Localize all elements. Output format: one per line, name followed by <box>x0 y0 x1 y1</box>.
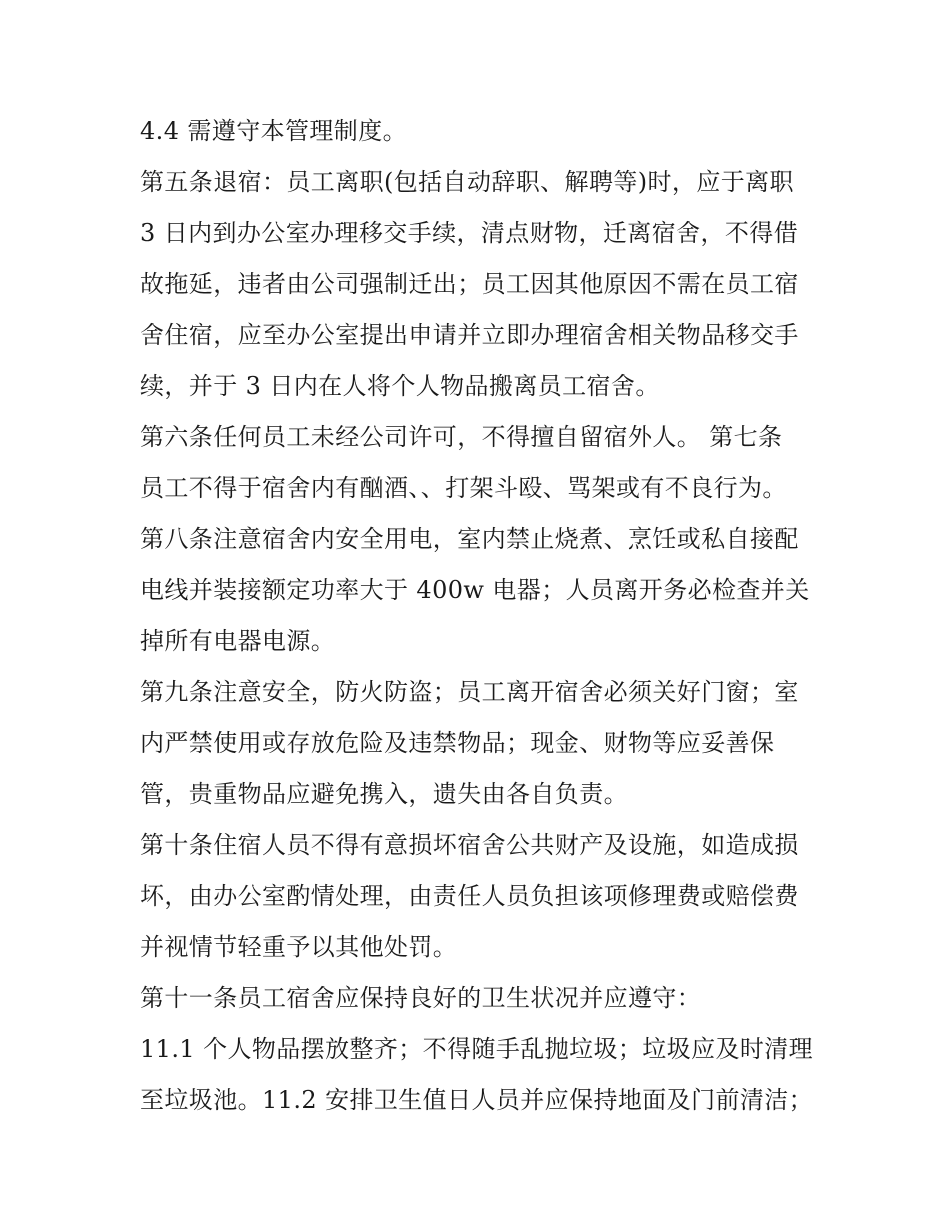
text-line-article-4-4: 4.4 需遵守本管理制度。 <box>140 117 407 145</box>
text-line: 并视情节轻重予以其他处罚。 <box>140 933 458 961</box>
text-line: 故拖延，违者由公司强制迁出；员工因其他原因不需在员工宿 <box>140 270 799 298</box>
text-line: 舍住宿，应至办公室提出申请并立即办理宿舍相关物品移交手 <box>140 321 799 349</box>
text-line: 坏，由办公室酌情处理，由责任人员负担该项修理费或赔偿费 <box>140 882 799 910</box>
text-line-article-11: 第十一条员工宿舍应保持良好的卫生状况并应遵守： <box>140 984 702 1012</box>
text-line: 续，并于 3 日内在人将个人物品搬离员工宿舍。 <box>140 372 660 400</box>
text-line-article-11-1: 11.1 个人物品摆放整齐；不得随手乱抛垃圾；垃圾应及时清理 <box>140 1035 814 1063</box>
text-line: 3 日内到办公室办理移交手续，清点财物，迁离宿舍，不得借 <box>140 219 799 247</box>
text-line-article-10: 第十条住宿人员不得有意损坏宿舍公共财产及设施，如造成损 <box>140 831 799 859</box>
document-body <box>140 106 830 1126</box>
text-line: 掉所有电器电源。 <box>140 627 336 655</box>
text-line-article-9: 第九条注意安全，防火防盗；员工离开宿舍必须关好门窗；室 <box>140 678 799 706</box>
text-line: 管，贵重物品应避免携入，遗失由各自负责。 <box>140 780 628 808</box>
text-line-article-7: 员工不得于宿舍内有酗酒、、打架斗殴、骂架或有不良行为。 <box>140 474 787 502</box>
text-line-article-8: 第八条注意宿舍内安全用电，室内禁止烧煮、烹饪或私自接配 <box>140 525 799 553</box>
text-line-article-11-2: 至垃圾池。11.2 安排卫生值日人员并应保持地面及门前清洁； <box>140 1086 814 1114</box>
text-line: 电线并装接额定功率大于 400w 电器；人员离开务必检查并关 <box>140 576 810 604</box>
text-line-article-5: 第五条退宿：员工离职(包括自动辞职、解聘等)时，应于离职 <box>140 168 794 196</box>
text-line-article-6: 第六条任何员工未经公司许可，不得擅自留宿外人。 第七条 <box>140 423 783 451</box>
text-line: 内严禁使用或存放危险及违禁物品；现金、财物等应妥善保 <box>140 729 775 757</box>
